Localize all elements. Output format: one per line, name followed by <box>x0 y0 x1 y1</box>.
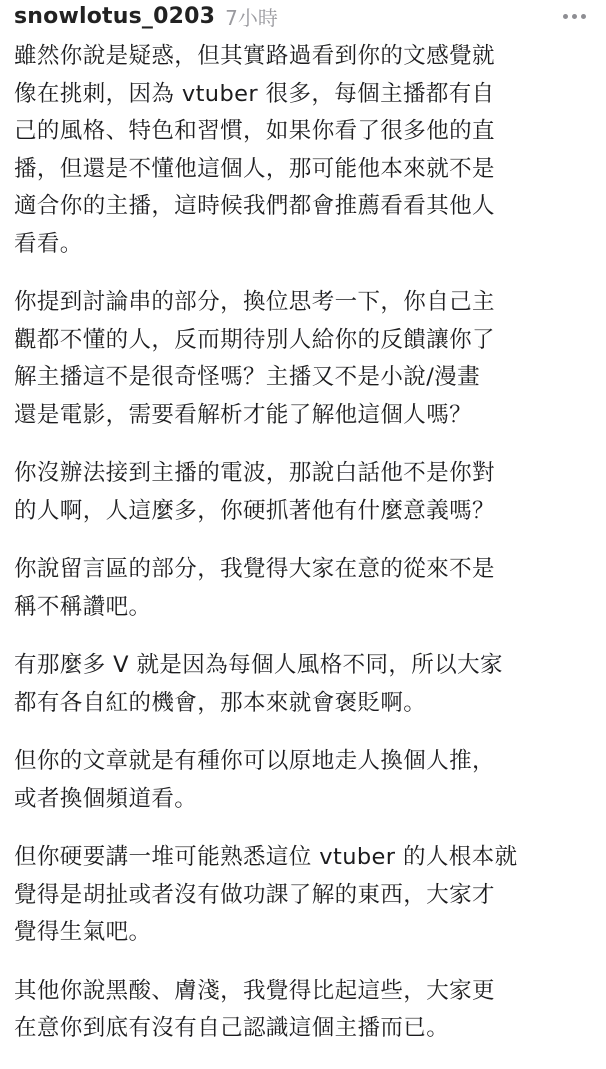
post-paragraph: 你沒辦法接到主播的電波，那說白話他不是你對 的人啊，人這麼多，你硬抓著他有什麼意義嗎？ <box>14 460 495 524</box>
post-paragraph: 但你硬要講一堆可能熟悉這位 vtuber 的人根本就 覺得是胡扯或者沒有做功課了解的東西，大家才 覺得生氣吧。 <box>14 844 518 945</box>
post-paragraph: 你說留言區的部分，我覺得大家在意的從來不是 稱不稱讚吧。 <box>14 556 495 620</box>
more-horizontal-icon <box>563 14 586 19</box>
more-options-button[interactable] <box>556 4 592 28</box>
username[interactable]: snowlotus_0203 <box>14 3 216 29</box>
post-body <box>14 38 596 1069</box>
post-paragraph: 雖然你說是疑惑，但其實路過看到你的文感覺就 像在挑刺，因為 vtuber 很多，每個主播都有自 己的風格、特色和習慣，如果你看了很多他的直 播，但還是不懂他這個人，那可能他本來就不是 適合你的主播，這時候我們都會推薦看看其他人 看看。 <box>14 43 495 257</box>
timestamp: 7小時 <box>225 5 278 30</box>
post-header <box>14 0 592 32</box>
post-paragraph: 有那麼多 V 就是因為每個人風格不同，所以大家 都有各自紅的機會，那本來就會褒貶啊。 <box>14 652 503 716</box>
post-paragraph: 你提到討論串的部分，換位思考一下，你自己主 觀都不懂的人，反而期待別人給你的反饋讓你了 解主播這不是很奇怪嗎？主播又不是小說/漫畫 還是電影，需要看解析才能了解他這個人嗎？ <box>14 289 495 428</box>
post-paragraph: 其他你說黑酸、膚淺，我覺得比起這些，大家更 在意你到底有沒有自己認識這個主播而已。 <box>14 977 495 1041</box>
post-paragraph: 但你的文章就是有種你可以原地走人換個人推， 或者換個頻道看。 <box>14 748 495 812</box>
